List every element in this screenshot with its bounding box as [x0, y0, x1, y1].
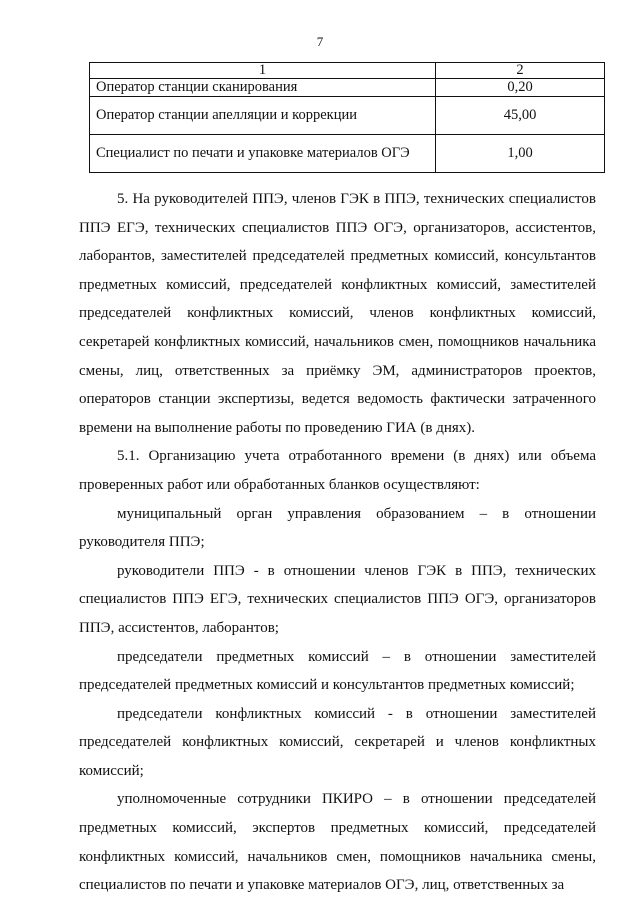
table-cell-value: 1,00: [436, 135, 605, 173]
paragraph: руководители ППЭ - в отношении членов ГЭК в ППЭ, технических специалистов ППЭ ЕГЭ, технических специалистов ППЭ ОГЭ, организаторов ППЭ, ассистентов, лаборантов;: [79, 562, 596, 636]
document-body: [79, 185, 596, 900]
paragraph: председатели предметных комиссий – в отношении заместителей председателей предметных комиссий и консультантов предметных комиссий;: [79, 648, 596, 694]
table-header-row: [90, 63, 605, 79]
table-header-cell: 2: [436, 63, 605, 79]
table-header-cell: 1: [90, 63, 436, 79]
table-row: [90, 135, 605, 173]
paragraph: муниципальный орган управления образованием – в отношении руководителя ППЭ;: [79, 505, 596, 551]
table-row: [90, 97, 605, 135]
page-number: 7: [316, 34, 324, 49]
paragraph: уполномоченные сотрудники ПКИРО – в отношении председателей предметных комиссий, экспертов предметных комиссий, председателей конфликтных комиссий, начальников смен, помощников начальника смены, специалистов по печати и упаковке материалов ОГЭ, лиц, ответственных за: [79, 791, 596, 894]
paragraph: 5. На руководителей ППЭ, членов ГЭК в ППЭ, технических специалистов ППЭ ЕГЭ, технических специалистов ППЭ ОГЭ, организаторов, ассистентов, лаборантов, заместителей председателей предметных комиссий, консультантов предметных комиссий, председателей конфликтных комиссий, заместителей председателей конфликтных комиссий, членов конфликтных комиссий, секретарей конфликтных комиссий, начальников смен, помощников начальника смены, лиц, ответственных за приёмку ЭМ, администраторов проектов, операторов станции экспертизы, ведется ведомость фактически затраченного времени на выполнение работы по проведению ГИА (в днях).: [79, 191, 596, 436]
table-cell-value: 0,20: [436, 79, 605, 97]
table-cell-role: Специалист по печати и упаковке материалов ОГЭ: [90, 135, 436, 173]
table-cell-role: Оператор станции апелляции и коррекции: [90, 97, 436, 135]
paragraph: председатели конфликтных комиссий - в отношении заместителей председателей конфликтных комиссий, секретарей и членов конфликтных комиссий;: [79, 705, 596, 779]
table-row: [90, 79, 605, 97]
rates-table: [89, 62, 605, 173]
table-cell-value: 45,00: [436, 97, 605, 135]
table-cell-role: Оператор станции сканирования: [90, 79, 436, 97]
paragraph: 5.1. Организацию учета отработанного времени (в днях) или объема проверенных работ или обработанных бланков осуществляют:: [79, 448, 596, 493]
